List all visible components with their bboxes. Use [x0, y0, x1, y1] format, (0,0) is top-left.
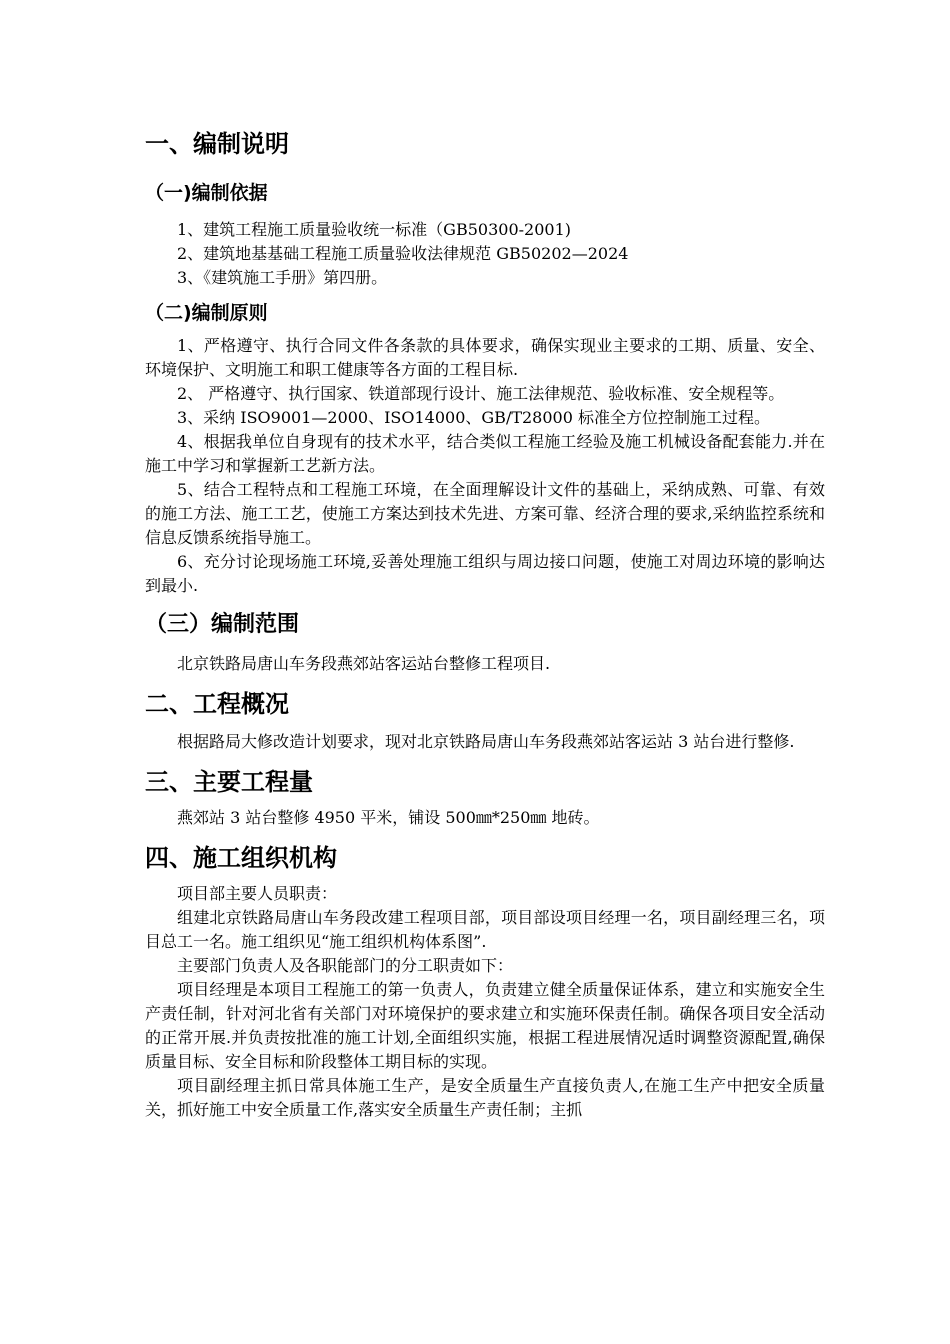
org-paragraph-4: 项目经理是本项目工程施工的第一负责人，负责建立健全质量保证体系，建立和实施安全生产责任制，针对河北省有关部门对环境保护的要求建立和实施环保责任制。确保各项目安全活动的正常开展.并负责按批准的施工计划,全面组织实施，根据工程进展情况适时调整资源配置,确保质量目标、安全目标和阶段整体工期目标的实现。	[145, 980, 825, 1071]
basis-item-2: 2、建筑地基基础工程施工质量验收法律规范 GB50202—2024	[177, 244, 629, 263]
overview-heading: 二、工程概况	[145, 690, 289, 718]
quantity-heading: 三、主要工程量	[145, 768, 313, 796]
principles-heading: （二)编制原则	[145, 302, 268, 324]
org-paragraph-2: 组建北京铁路局唐山车务段改建工程项目部，项目部设项目经理一名，项目副经理三名，项目总工一名。施工组织见“施工组织机构体系图”.	[145, 908, 825, 951]
section-1-title: 一、编制说明	[145, 130, 289, 158]
org-heading: 四、施工组织机构	[145, 844, 337, 872]
overview-text: 根据路局大修改造计划要求，现对北京铁路局唐山车务段燕郊站客运站 3 站台进行整修.	[177, 732, 795, 751]
basis-heading: （一)编制依据	[145, 182, 268, 204]
quantity-text: 燕郊站 3 站台整修 4950 平米，铺设 500㎜*250㎜ 地砖。	[177, 808, 600, 827]
scope-text: 北京铁路局唐山车务段燕郊站客运站台整修工程项目.	[177, 654, 551, 673]
org-paragraph-1: 项目部主要人员职责：	[177, 884, 338, 903]
principle-item-3: 3、采纳 ISO9001—2000、ISO14000、GB/T28000 标准全方位控制施工过程。	[177, 408, 770, 427]
document-page	[145, 128, 825, 1122]
principle-item-5: 5、结合工程特点和工程施工环境，在全面理解设计文件的基础上，采纳成熟、可靠、有效的施工方法、施工工艺，使施工方案达到技术先进、方案可靠、经济合理的要求,采纳监控系统和信息反馈系统指导施工。	[145, 480, 825, 547]
principle-item-1: 1、严格遵守、执行合同文件各条款的具体要求，确保实现业主要求的工期、质量、安全、环境保护、文明施工和职工健康等各方面的工程目标.	[145, 336, 825, 379]
basis-item-3: 3、《建筑施工手册》第四册。	[177, 268, 388, 287]
principle-item-4: 4、根据我单位自身现有的技术水平，结合类似工程施工经验及施工机械设备配套能力.并在施工中学习和掌握新工艺新方法。	[145, 432, 825, 475]
org-paragraph-3: 主要部门负责人及各职能部门的分工职责如下：	[177, 956, 514, 975]
scope-heading: （三）编制范围	[145, 612, 300, 637]
basis-item-1: 1、建筑工程施工质量验收统一标准（GB50300-2001)	[177, 220, 571, 239]
principle-item-6: 6、充分讨论现场施工环境,妥善处理施工组织与周边接口问题，使施工对周边环境的影响达到最小.	[145, 552, 825, 595]
org-paragraph-5: 项目副经理主抓日常具体施工生产，是安全质量生产直接负责人,在施工生产中把安全质量关，抓好施工中安全质量工作,落实安全质量生产责任制；主抓	[145, 1076, 825, 1119]
principle-item-2: 2、 严格遵守、执行国家、铁道部现行设计、施工法律规范、验收标准、安全规程等。	[177, 384, 785, 403]
